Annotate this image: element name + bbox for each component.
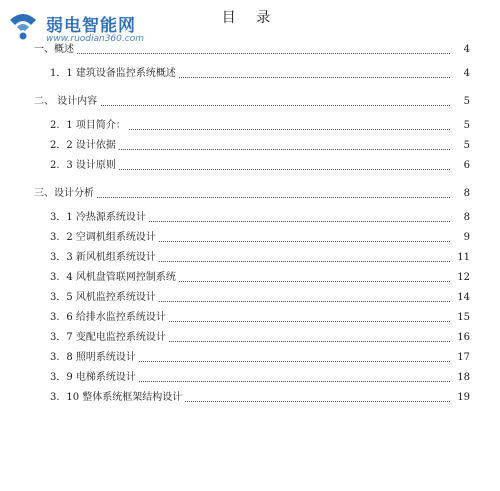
watermark-url: www.ruodian360.com <box>46 34 144 44</box>
toc-entry[interactable] <box>0 186 500 201</box>
toc-entry-label: 2．2 设计依据 <box>50 138 119 153</box>
toc-entry-page: 18 <box>450 370 470 385</box>
toc-entry-label: 3．2 空调机组系统设计 <box>50 230 159 245</box>
toc-entry[interactable] <box>0 390 500 405</box>
toc-entry-page: 4 <box>450 66 470 81</box>
toc-entry[interactable] <box>0 310 500 325</box>
toc-entry-page: 5 <box>450 138 470 153</box>
toc-entry[interactable] <box>0 290 500 305</box>
toc-entry[interactable] <box>0 158 500 173</box>
toc-entry[interactable] <box>0 230 500 245</box>
toc-entry-label: 3．6 给排水监控系统设计 <box>50 310 169 325</box>
toc-entry[interactable] <box>0 210 500 225</box>
toc-entry-page: 4 <box>450 42 470 57</box>
toc-entry-page: 16 <box>450 330 470 345</box>
toc-entry-page: 5 <box>450 94 470 109</box>
toc-entry-page: 9 <box>450 230 470 245</box>
toc-entry-label: 3．10 整体系统框架结构设计 <box>50 390 185 405</box>
toc-entry-label: 3．7 变配电监控系统设计 <box>50 330 169 345</box>
toc-entry-label: 3．8 照明系统设计 <box>50 350 139 365</box>
page-title: 目 录 <box>221 10 279 26</box>
toc-entry-page: 12 <box>450 270 470 285</box>
toc-entry-label: 3．4 风机盘管联网控制系统 <box>50 270 179 285</box>
toc-entry-label: 一、概述 <box>34 42 77 57</box>
toc-entry-page: 17 <box>450 350 470 365</box>
toc-entry-label: 二、 设计内容 <box>34 94 100 109</box>
toc-entry[interactable] <box>0 94 500 109</box>
toc-entry[interactable] <box>0 270 500 285</box>
toc-entry-page: 19 <box>450 390 470 405</box>
wifi-logo-icon <box>6 8 40 42</box>
toc-entry-page: 5 <box>450 118 470 133</box>
toc-entry-label: 1．1 建筑设备监控系统概述 <box>50 66 179 81</box>
toc-entry-label: 三、设计分析 <box>34 186 97 201</box>
toc-entry-page: 15 <box>450 310 470 325</box>
toc-entry-label: 2．3 设计原则 <box>50 158 119 173</box>
toc-entry-page: 6 <box>450 158 470 173</box>
toc-entry[interactable] <box>0 118 500 133</box>
toc-entry-label: 3．9 电梯系统设计 <box>50 370 139 385</box>
toc-entry-page: 11 <box>450 250 470 265</box>
toc-entry[interactable] <box>0 138 500 153</box>
toc-entry-page: 14 <box>450 290 470 305</box>
toc-entry[interactable] <box>0 250 500 265</box>
toc-entry-page: 8 <box>450 210 470 225</box>
toc-leader-dots <box>34 53 462 54</box>
toc-entry-label: 3．3 新风机组系统设计 <box>50 250 159 265</box>
toc-entry-label: 2．1 项目简介： <box>50 118 129 133</box>
toc-entry[interactable] <box>0 370 500 385</box>
toc-leader-dots <box>34 197 462 198</box>
toc-entry[interactable] <box>0 350 500 365</box>
toc-entry[interactable] <box>0 330 500 345</box>
toc-entry[interactable] <box>0 66 500 81</box>
toc-entry-page: 8 <box>450 186 470 201</box>
watermark-name: 弱电智能网 <box>46 16 136 36</box>
toc-entry-label: 3．1 冷热源系统设计 <box>50 210 149 225</box>
watermark-logo <box>6 6 196 50</box>
toc-entry-label: 3．5 风机监控系统设计 <box>50 290 159 305</box>
